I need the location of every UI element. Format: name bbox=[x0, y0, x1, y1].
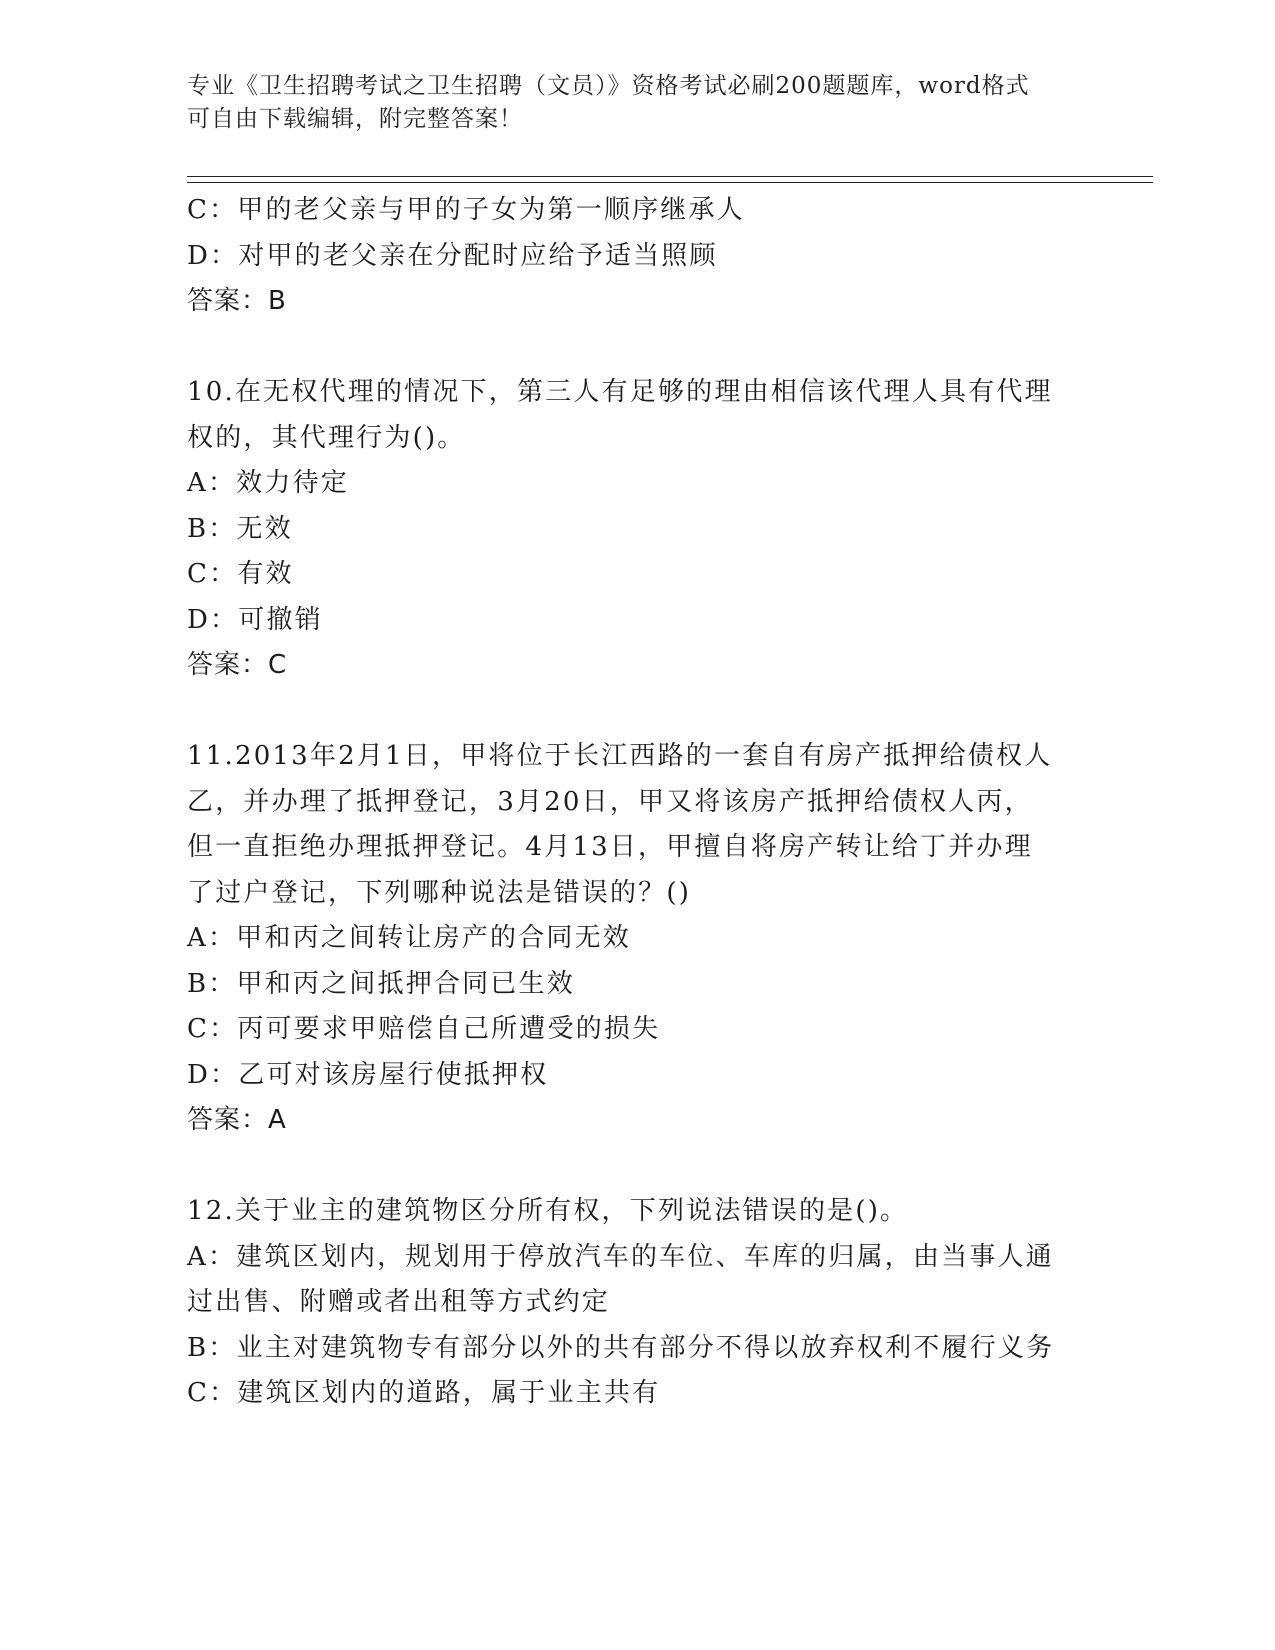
question-text: 了过户登记，下列哪种说法是错误的？() bbox=[187, 877, 692, 908]
option-a: A：甲和丙之间转让房产的合同无效 bbox=[187, 923, 631, 953]
answer-line: 答案：A bbox=[187, 1105, 287, 1135]
question-text: 11.2013年2月1日，甲将位于长江西路的一套自有房产抵押给债权人 bbox=[187, 741, 1053, 771]
option-d: D：可撤销 bbox=[187, 604, 323, 635]
option-b: B：业主对建筑物专有部分以外的共有部分不得以放弃权利不履行义务 bbox=[187, 1332, 1055, 1363]
option-c: C：建筑区划内的道路，属于业主共有 bbox=[187, 1378, 661, 1408]
option-c: C：有效 bbox=[187, 559, 294, 589]
header-divider-top bbox=[187, 176, 1153, 177]
question-10 bbox=[187, 370, 1087, 689]
option-b: B：甲和丙之间抵押合同已生效 bbox=[187, 968, 575, 999]
question-text: 但一直拒绝办理抵押登记。4月13日，甲擅自将房产转让给丁并办理 bbox=[187, 832, 1033, 862]
question-text: 10.在无权代理的情况下，第三人有足够的理由相信该代理人具有代理 bbox=[187, 377, 1053, 407]
question-text: 12.关于业主的建筑物区分所有权，下列说法错误的是()。 bbox=[187, 1196, 909, 1226]
spacer bbox=[187, 325, 1087, 371]
option-a-continued: 过出售、附赠或者出租等方式约定 bbox=[187, 1287, 611, 1317]
header-title-line-2: 可自由下载编辑，附完整答案！ bbox=[187, 106, 523, 132]
answer-line: 答案：B bbox=[187, 286, 287, 316]
option-d: D：对甲的老父亲在分配时应给予适当照顾 bbox=[187, 240, 718, 271]
option-b: B：无效 bbox=[187, 513, 293, 544]
option-a: A：建筑区划内，规划用于停放汽车的车位、车库的归属，由当事人通 bbox=[187, 1241, 1054, 1272]
question-9-tail bbox=[187, 188, 1087, 325]
option-c: C：甲的老父亲与甲的子女为第一顺序继承人 bbox=[187, 195, 745, 225]
header-divider-bottom bbox=[187, 182, 1153, 183]
question-list bbox=[187, 188, 1087, 1417]
question-text: 权的，其代理行为()。 bbox=[187, 422, 466, 453]
question-11 bbox=[187, 734, 1087, 1144]
option-a: A：效力待定 bbox=[187, 468, 349, 498]
header-title-line-1: 专业《卫生招聘考试之卫生招聘（文员）》资格考试必刷200题题库，word格式 bbox=[187, 73, 1030, 99]
spacer bbox=[187, 689, 1087, 735]
document-header bbox=[187, 70, 1087, 136]
option-c: C：丙可要求甲赔偿自己所遭受的损失 bbox=[187, 1014, 661, 1044]
answer-line: 答案：C bbox=[187, 650, 288, 680]
option-d: D：乙可对该房屋行使抵押权 bbox=[187, 1059, 549, 1090]
question-12 bbox=[187, 1189, 1087, 1417]
spacer bbox=[187, 1144, 1087, 1190]
question-text: 乙，并办理了抵押登记，3月20日，甲又将该房产抵押给债权人丙， bbox=[187, 786, 1033, 817]
